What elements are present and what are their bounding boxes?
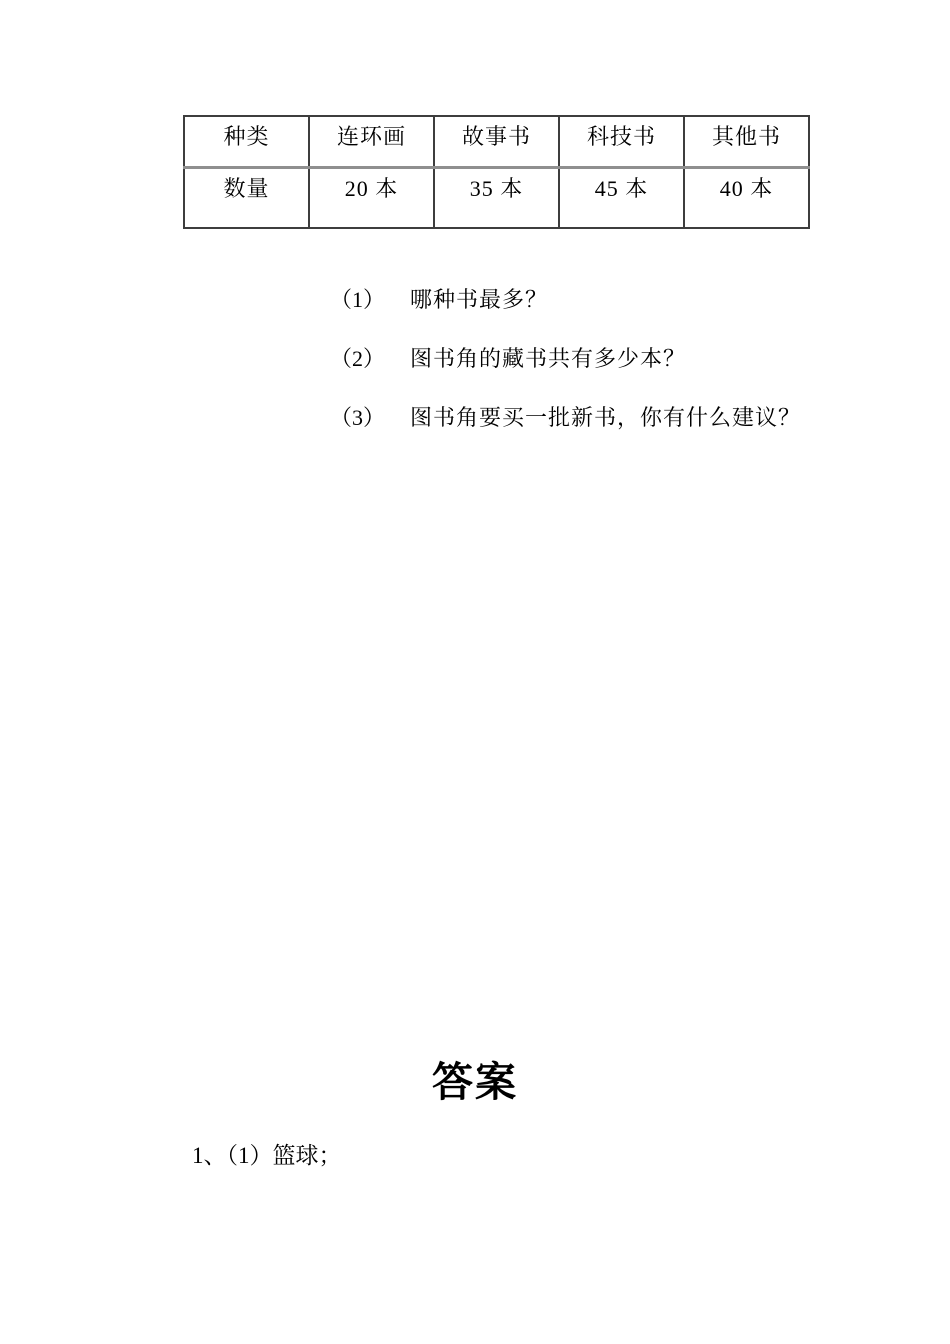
answer-line-1: 1、（1）篮球；	[192, 1143, 342, 1168]
questions-list	[330, 285, 801, 462]
table-cell-science-header: 科技书	[559, 116, 684, 168]
question-3-text: 图书角要买一批新书，你有什么建议？	[410, 405, 802, 430]
question-2-number: （2）	[330, 346, 386, 371]
book-count-table	[183, 115, 810, 229]
table-cell-story-count: 35 本	[434, 168, 559, 229]
question-item-2	[330, 344, 801, 374]
question-1-number: （1）	[330, 287, 386, 312]
question-1-text: 哪种书最多？	[410, 287, 549, 312]
table-cell-comic-header: 连环画	[309, 116, 434, 168]
table-cell-science-count: 45 本	[559, 168, 684, 229]
table-header-row	[184, 116, 809, 168]
answer-section-heading: 答案	[432, 1059, 518, 1105]
question-item-1	[330, 285, 801, 315]
question-item-3	[330, 403, 801, 433]
table-cell-other-count: 40 本	[684, 168, 809, 229]
table-cell-quantity-label: 数量	[184, 168, 309, 229]
table-data-row	[184, 168, 809, 229]
table-cell-category-label: 种类	[184, 116, 309, 168]
table-cell-story-header: 故事书	[434, 116, 559, 168]
table-cell-other-header: 其他书	[684, 116, 809, 168]
question-3-number: （3）	[330, 405, 386, 430]
table-cell-comic-count: 20 本	[309, 168, 434, 229]
question-2-text: 图书角的藏书共有多少本？	[410, 346, 687, 371]
